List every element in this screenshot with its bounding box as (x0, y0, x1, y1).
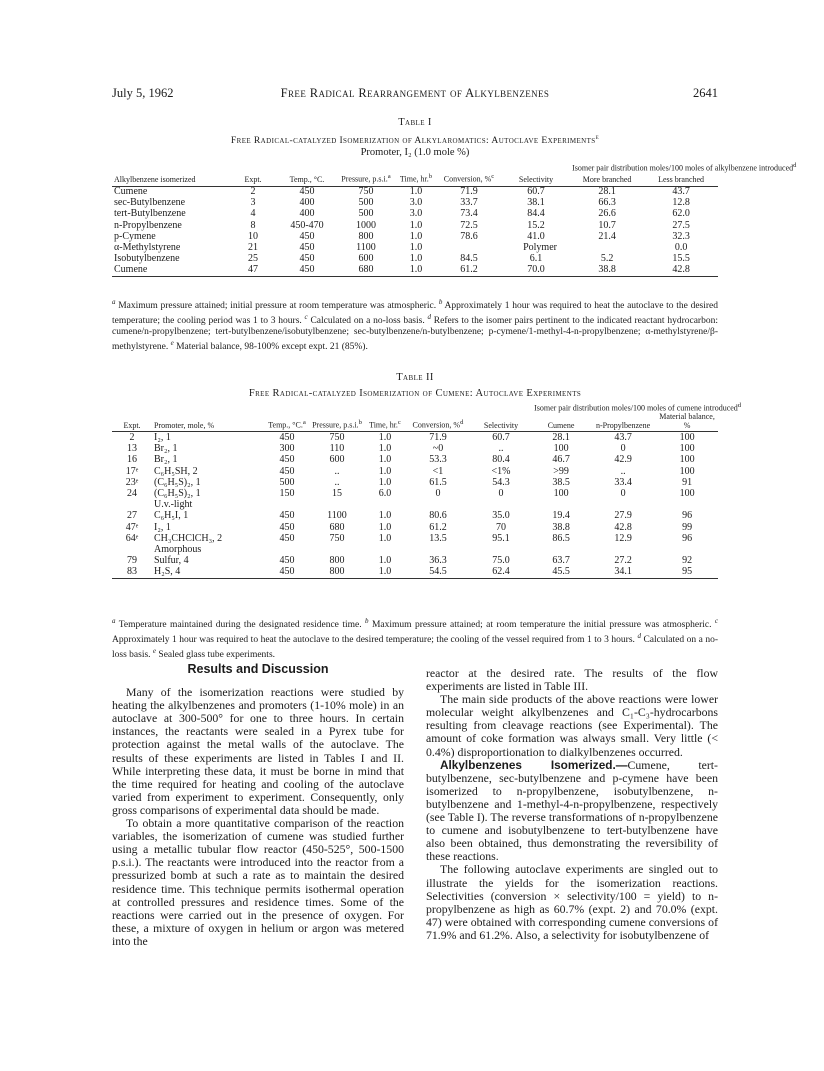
balance-cell: 100 (679, 487, 695, 499)
temp-cell: 300 (279, 443, 295, 455)
alkylbenzene-cell: Cumene (114, 186, 148, 198)
temp-cell: 450 (299, 186, 315, 198)
body-paragraph: reactor at the desired rate. The results of the flow experiments are listed in Table III. (426, 666, 718, 694)
pressure-cell: 600 (329, 454, 345, 466)
conversion-cell: 61.2 (436, 265, 502, 277)
conversion-cell: 71.9 (429, 432, 447, 444)
selectivity-cell: 6.1 (529, 253, 543, 265)
table2-label: Table II (396, 372, 434, 383)
pressure-cell: 800 (329, 555, 345, 567)
temp-cell: 450 (279, 465, 295, 477)
table1-col-less-branched: Less branched (644, 173, 718, 186)
conversion-cell: 36.3 (429, 555, 447, 567)
table-row (112, 567, 718, 579)
selectivity-cell: 60.7 (527, 186, 545, 198)
temp-cell: 150 (279, 487, 295, 499)
time-cell: 1.0 (378, 454, 392, 466)
body-paragraph: The main side products of the above reactions were lower molecular weight alkylbenzenes and C₁-C₃-hydrocarbons resulting from cleavage reactions (see Experimental). The amount of coke formation was always small. Very little (< 0.4%) disproportionation to dialkylbenzenes occurred. (426, 692, 718, 759)
npropyl-cell: 34.1 (590, 567, 656, 579)
promoter-cell: Br₂, 1 (154, 443, 178, 455)
footnote: $^d$ Refers to the isomer pairs pertinent to the indicated reactant hydrocarbon: cumene/n-propylbenzene; tert-butylbenzene/isobutylbenzene; sec-butylbenzene/n-butylbenzene; p-cymene/1-methyl-4-n-propylbenzene; α-methylstyrene/β-methylstyrene. (112, 312, 718, 352)
footnote: $^a$ Maximum pressure attained; initial pressure at room temperature was atmospheric. (112, 298, 437, 312)
promoter-cell: C₆H₅SH, 2 (154, 465, 198, 477)
issue-date: July 5, 1962 (112, 86, 174, 100)
expt-cell: 21 (248, 242, 258, 254)
selectivity-cell: 38.1 (527, 197, 545, 209)
temp-cell: 450 (279, 432, 295, 444)
pressure-cell: 15 (332, 487, 342, 499)
balance-cell (656, 500, 718, 511)
pressure-cell: 1100 (327, 510, 347, 522)
pressure-cell: 110 (329, 443, 345, 455)
time-cell: 1.0 (409, 186, 423, 198)
expt-cell: 16 (127, 454, 137, 466)
section-title: Results and Discussion (187, 662, 329, 676)
conversion-cell: 84.5 (460, 253, 478, 265)
pressure-cell: 750 (329, 532, 345, 544)
subsection-title: Alkylbenzenes Isomerized.— (440, 757, 628, 772)
table1-footnotes (112, 297, 718, 352)
table1-col-expt: Expt. (228, 173, 278, 186)
temp-cell (264, 544, 310, 555)
table-row (112, 455, 718, 466)
time-cell: 1.0 (378, 510, 392, 522)
conversion-cell: 61.5 (429, 476, 447, 488)
selectivity-cell: 62.4 (470, 567, 532, 579)
conversion-cell: 54.5 (406, 567, 470, 579)
alkylbenzene-cell: α-Methylstyrene (114, 242, 181, 254)
time-cell: 3.0 (409, 197, 423, 209)
pressure-cell: .. (334, 476, 340, 488)
pressure-cell: 750 (358, 186, 374, 198)
promoter-cell: (C₆H₅S)₂, 1 (154, 476, 201, 488)
table2-footnotes (112, 616, 718, 661)
body-paragraph: Many of the isomerization reactions were studied by heating the alkylbenzenes and promoters (1-10% mole) in an autoclave at 300-500° for one to three hours. In certain instances, the reactants were sealed in a Pyrex tube for protection against the metal walls of the autoclave. The results of these experiments are listed in Tables I and II. While interpreting these data, it must be borne in mind that the time required for heating and cooling of the autoclave varied from experiment to experiment. Consequently, only gross comparisons of experimental data should be made. (112, 685, 404, 817)
pressure-cell: 680 (329, 521, 345, 533)
balance-cell: 99 (682, 521, 693, 533)
table1-col-time: Time, hr.$^b$ (396, 173, 436, 186)
table2-col-balance: Material balance, % (656, 413, 718, 432)
right-column (426, 667, 718, 942)
cumene-cell: 38.5 (552, 476, 570, 488)
expt-cell: 13 (127, 443, 137, 455)
table-row (112, 488, 718, 499)
table2-col-selectivity: Selectivity (470, 413, 532, 432)
cumene-cell: 45.5 (532, 567, 590, 579)
conversion-cell (406, 500, 470, 511)
npropyl-cell: 42.8 (614, 521, 632, 533)
table-row (112, 511, 718, 522)
conversion-cell: ~0 (432, 443, 444, 455)
pressure-cell: 1000 (356, 219, 376, 231)
temp-cell: 450 (299, 242, 315, 254)
selectivity-cell: 95.1 (492, 532, 510, 544)
npropyl-cell (590, 544, 656, 555)
npropyl-cell: 0 (620, 487, 626, 499)
expt-cell: 27 (127, 510, 137, 522)
npropyl-cell (590, 500, 656, 511)
promoter-cell: U.v.-light (154, 499, 193, 511)
selectivity-cell: 75.0 (492, 555, 510, 567)
more-branched-cell: 28.1 (598, 186, 616, 198)
more-branched-cell: 21.4 (598, 230, 616, 242)
selectivity-cell: 41.0 (527, 230, 545, 242)
cumene-cell: 19.4 (552, 510, 570, 522)
expt-cell (112, 544, 152, 555)
table-row (112, 186, 718, 198)
expt-cell (112, 500, 152, 511)
balance-cell: 92 (682, 555, 693, 567)
table-row (112, 556, 718, 567)
left-column (112, 663, 404, 948)
table2-col-time: Time, hr.$^c$ (364, 413, 406, 432)
selectivity-cell: 70.0 (502, 265, 570, 277)
alkylbenzene-cell: p-Cymene (114, 230, 156, 242)
table-row (112, 198, 718, 209)
expt-cell: 83 (112, 567, 152, 579)
selectivity-cell (470, 500, 532, 511)
table2-col-temp: Temp., °C.$^a$ (264, 413, 310, 432)
more-branched-cell: 66.3 (598, 197, 616, 209)
table2-col-npropyl: n-Propylbenzene (590, 413, 656, 432)
pressure-cell: 800 (358, 230, 374, 242)
body-paragraph: Alkylbenzenes Isomerized.—Cumene, tert-butylbenzene, sec-butylbenzene and p-cymene have been isomerized to n-propylbenzene, isobutylbenzene, n-butylbenzene and 1-methyl-4-n-propylbenzene, respectively (see Table I). The reverse transformations of n-propylbenzene to cumene and isobutylbenzene to tert-butylbenzene have also been obtained, thus demonstrating the reversibility of these reactions. (426, 757, 718, 864)
table1-isomer-group-header: Isomer pair distribution moles/100 moles of alkylbenzene introduced$^d$ (572, 162, 797, 173)
selectivity-cell: .. (498, 443, 504, 455)
running-title: Free Radical Rearrangement of Alkylbenzenes (280, 86, 550, 100)
balance-cell: 100 (679, 443, 695, 455)
promoter-cell: Sulfur, 4 (154, 555, 189, 567)
expt-cell: 25 (248, 253, 258, 265)
less-branched-cell: 12.8 (672, 197, 690, 209)
selectivity-cell (470, 544, 532, 555)
time-cell (364, 500, 406, 511)
table2-col-promoter: Promoter, mole, % (152, 413, 264, 432)
pressure-cell: 680 (336, 265, 396, 277)
footnote: $^e$ Sealed glass tube experiments. (152, 646, 276, 660)
conversion-cell: 61.2 (429, 521, 447, 533)
npropyl-cell: 42.9 (614, 454, 632, 466)
balance-cell: 95 (656, 567, 718, 579)
pressure-cell (310, 544, 364, 555)
promoter-cell: C₆H₅I, 1 (154, 510, 189, 522)
temp-cell: 450 (299, 253, 315, 265)
selectivity-cell: 80.4 (492, 454, 510, 466)
promoter-cell: Amorphous (154, 543, 202, 555)
selectivity-cell: <1% (491, 465, 511, 477)
cumene-cell: 100 (553, 487, 569, 499)
time-cell: 1.0 (378, 465, 392, 477)
pressure-cell: .. (334, 465, 340, 477)
time-cell: 1.0 (378, 476, 392, 488)
expt-cell: 47ᵉ (125, 521, 139, 533)
footnote: $^d$ Calculated on a no-loss basis. (112, 631, 718, 660)
conversion-cell (406, 544, 470, 555)
time-cell: 1.0 (396, 265, 436, 277)
expt-cell: 23ᵉ (125, 476, 139, 488)
time-cell: 1.0 (378, 432, 392, 444)
table2-col-conversion: Conversion, %$^d$ (406, 413, 470, 432)
table-row (112, 477, 718, 488)
expt-cell: 4 (250, 208, 256, 220)
body-paragraph: The following autoclave experiments are singled out to illustrate the yields for the isomerization reactions. Selectivities (conversion × selectivity/100 = yield) to n-propylbenzene as high as 60.7% (expt. 2) and 70.0% (expt. 47) were obtained with corresponding cumene conversions of 71.9% and 61.2%. Also, a selectivity for isobutylbenzene of (426, 862, 718, 942)
less-branched-cell: 62.0 (672, 208, 690, 220)
running-head (112, 86, 718, 102)
promoter-cell: Br₂, 1 (154, 454, 178, 466)
table1-col-alkylbenzene: Alkylbenzene isomerized (112, 173, 228, 186)
table-row (112, 220, 718, 231)
balance-cell: 100 (679, 432, 695, 444)
conversion-cell: 71.9 (460, 186, 478, 198)
table2-isomer-group-header: Isomer pair distribution moles/100 moles of cumene introduced$^d$ (534, 402, 742, 413)
npropyl-cell: 33.4 (614, 476, 632, 488)
balance-cell: 91 (682, 476, 693, 488)
time-cell: 1.0 (409, 242, 423, 254)
balance-cell: 96 (682, 510, 693, 522)
footnote: $^a$ Temperature maintained during the designated residence time. (112, 617, 362, 631)
expt-cell: 8 (250, 219, 256, 231)
table1-col-more-branched: More branched (570, 173, 644, 186)
table-row (112, 466, 718, 477)
pressure-cell: 600 (358, 253, 374, 265)
promoter-cell: CH₃CHClCH₃, 2 (154, 532, 223, 544)
balance-cell (656, 544, 718, 555)
pressure-cell (310, 500, 364, 511)
balance-cell: 100 (679, 454, 695, 466)
cumene-cell: 100 (553, 443, 569, 455)
pressure-cell: 800 (310, 567, 364, 579)
table2-col-cumene: Cumene (532, 413, 590, 432)
time-cell: 1.0 (378, 443, 392, 455)
temp-cell: 450-470 (290, 219, 324, 231)
footnote: $^b$ Maximum pressure attained; at room temperature the initial pressure was atmospheric. (365, 617, 712, 631)
table-row (112, 254, 718, 265)
temp-cell: 400 (299, 197, 315, 209)
less-branched-cell: 32.3 (672, 230, 690, 242)
selectivity-cell: 35.0 (492, 510, 510, 522)
cumene-cell: >99 (553, 465, 569, 477)
time-cell: 1.0 (364, 567, 406, 579)
cumene-cell: 28.1 (552, 432, 570, 444)
conversion-cell: 80.6 (429, 510, 447, 522)
table1-subtitle: Promoter, I₂ (1.0 mole %) (360, 147, 470, 158)
conversion-cell: <1 (432, 465, 444, 477)
less-branched-cell: 15.5 (672, 253, 690, 265)
expt-cell: 64ᵉ (125, 532, 139, 544)
selectivity-cell: 54.3 (492, 476, 510, 488)
less-branched-cell: 0.0 (674, 242, 688, 254)
time-cell: 3.0 (409, 208, 423, 220)
more-branched-cell: 38.8 (570, 265, 644, 277)
time-cell: 1.0 (409, 219, 423, 231)
footnote: $^c$ Approximately 1 hour was required to heat the autoclave to the desired temperature; the cooling of the vessel required from 1 to 3 hours. (112, 617, 719, 646)
temp-cell: 450 (279, 521, 295, 533)
expt-cell: 47 (228, 265, 278, 277)
more-branched-cell: 10.7 (598, 219, 616, 231)
more-branched-cell: 5.2 (600, 253, 614, 265)
alkylbenzene-cell: Cumene (112, 265, 228, 277)
expt-cell: 24 (127, 487, 137, 499)
expt-cell: 2 (129, 432, 135, 444)
time-cell: 1.0 (378, 555, 392, 567)
npropyl-cell: 43.7 (614, 432, 632, 444)
table-row (112, 500, 718, 511)
temp-cell: 450 (279, 555, 295, 567)
alkylbenzene-cell: sec-Butylbenzene (114, 197, 186, 209)
temp-cell: 450 (264, 567, 310, 579)
less-branched-cell: 42.8 (644, 265, 718, 277)
expt-cell: 17ᵉ (125, 465, 139, 477)
table-row (112, 533, 718, 544)
footnote: $^c$ Calculated on a no-loss basis. (304, 312, 425, 327)
conversion-cell: 0 (435, 487, 441, 499)
less-branched-cell: 27.5 (672, 219, 690, 231)
temp-cell: 450 (279, 532, 295, 544)
balance-cell: 96 (682, 532, 693, 544)
table-row (112, 265, 718, 277)
cumene-cell: 46.7 (552, 454, 570, 466)
npropyl-cell: 27.2 (614, 555, 632, 567)
expt-cell: 10 (248, 230, 258, 242)
conversion-cell: 13.5 (429, 532, 447, 544)
temp-cell: 450 (278, 265, 336, 277)
selectivity-cell: 15.2 (527, 219, 545, 231)
cumene-cell: 38.8 (552, 521, 570, 533)
pressure-cell: 1100 (356, 242, 376, 254)
time-cell: 1.0 (378, 521, 392, 533)
cumene-cell: 63.7 (552, 555, 570, 567)
cumene-cell (532, 544, 590, 555)
expt-cell: 3 (250, 197, 256, 209)
selectivity-cell: 60.7 (492, 432, 510, 444)
time-cell: 1.0 (378, 532, 392, 544)
expt-cell: 79 (127, 555, 137, 567)
table-row (112, 209, 718, 220)
promoter-cell: (C₆H₅S)₂, 1 (154, 487, 201, 499)
table1 (112, 162, 797, 277)
table2 (112, 402, 742, 579)
footnote: $^e$ Material balance, 98-100% except expt. 21 (85%). (170, 338, 368, 352)
npropyl-cell: 27.9 (614, 510, 632, 522)
cumene-cell (532, 500, 590, 511)
conversion-cell: 33.7 (460, 197, 478, 209)
conversion-cell: 73.4 (460, 208, 478, 220)
conversion-cell: 53.3 (429, 454, 447, 466)
less-branched-cell: 43.7 (672, 186, 690, 198)
body-paragraph: To obtain a more quantitative comparison of the reaction variables, the isomerization of cumene was studied further using a metallic tubular flow reactor (450-525°, 500-1500 p.s.i.). The reactants were introduced into the reactor from a pressurized bomb at such a rate as to maintain the desired residence time. This technique permits isothermal operation at controlled pressures and residence times. Some of the reactions were carried out in the presence of oxygen. For these, a mixture of oxygen in helium or argon was metered into the (112, 816, 404, 948)
promoter-cell: H₂S, 4 (152, 567, 264, 579)
table1-col-conversion: Conversion, %$^c$ (436, 173, 502, 186)
temp-cell: 450 (279, 510, 295, 522)
table1-title: Free Radical-catalyzed Isomerization of Alkylaromatics: Autoclave Experiments$^e$ (230, 133, 600, 147)
table1-label: Table I (398, 117, 432, 128)
time-cell (364, 544, 406, 555)
table-row (112, 522, 718, 533)
page-number: 2641 (693, 86, 718, 100)
table1-col-temp: Temp., °C. (278, 173, 336, 186)
table-row (112, 242, 718, 253)
conversion-cell: 78.6 (460, 230, 478, 242)
temp-cell: 400 (299, 208, 315, 220)
table-row (112, 432, 718, 444)
table1-col-selectivity: Selectivity (502, 173, 570, 186)
balance-cell: 100 (679, 465, 695, 477)
temp-cell: 500 (279, 476, 295, 488)
cumene-cell: 86.5 (552, 532, 570, 544)
footnote: $^b$ Approximately 1 hour was required to heat the autoclave to the desired temperature; the cooling period was 1 to 3 hours. (112, 298, 719, 327)
alkylbenzene-cell: tert-Butylbenzene (114, 208, 186, 220)
promoter-cell: I₂, 1 (154, 521, 171, 533)
conversion-cell: 72.5 (460, 219, 478, 231)
pressure-cell: 750 (329, 432, 345, 444)
temp-cell: 450 (299, 230, 315, 242)
expt-cell: 2 (250, 186, 256, 198)
table2-col-pressure: Pressure, p.s.i.$^b$ (310, 413, 364, 432)
time-cell: 1.0 (409, 230, 423, 242)
table2-title: Free Radical-catalyzed Isomerization of Cumene: Autoclave Experiments (248, 388, 582, 399)
time-cell: 6.0 (378, 487, 392, 499)
table1-col-pressure: Pressure, p.s.i.$^a$ (336, 173, 396, 186)
time-cell: 1.0 (409, 253, 423, 265)
table-row (112, 544, 718, 555)
npropyl-cell: .. (620, 465, 626, 477)
more-branched-cell: 26.6 (598, 208, 616, 220)
npropyl-cell: 12.9 (614, 532, 632, 544)
alkylbenzene-cell: Isobutylbenzene (114, 253, 180, 265)
temp-cell: 450 (279, 454, 295, 466)
alkylbenzene-cell: n-Propylbenzene (114, 219, 182, 231)
promoter-cell: I₂, 1 (154, 432, 171, 444)
selectivity-cell: 84.4 (527, 208, 545, 220)
pressure-cell: 500 (358, 197, 374, 209)
table-row (112, 231, 718, 242)
selectivity-cell: 70 (496, 521, 507, 533)
pressure-cell: 500 (358, 208, 374, 220)
npropyl-cell: 0 (620, 443, 626, 455)
polymer-cell: Polymer (523, 242, 557, 254)
selectivity-cell: 0 (498, 487, 504, 499)
table2-col-expt: Expt. (112, 413, 152, 432)
temp-cell (264, 500, 310, 511)
table-row (112, 444, 718, 455)
